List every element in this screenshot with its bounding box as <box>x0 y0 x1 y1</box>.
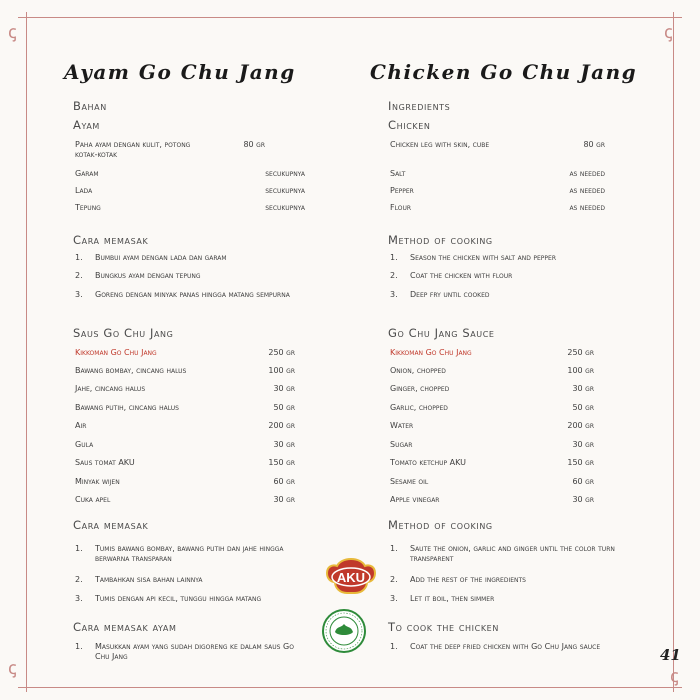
page-number: 41 <box>660 646 681 664</box>
subheading-ayam: Ayam <box>73 118 100 132</box>
section-heading-method: Cara memasak <box>73 233 149 247</box>
frame-flourish-top-right: ꞔ <box>664 22 673 43</box>
section-heading-method-sauce: Cara memasak <box>73 518 149 532</box>
frame-border-right <box>673 12 674 692</box>
section-heading-cook-chicken: To cook the chicken <box>388 620 499 634</box>
frame-border-left <box>26 12 27 692</box>
section-heading-ingredients: Ingredients <box>388 99 451 113</box>
section-heading-method-sauce: Method of cooking <box>388 518 493 532</box>
section-heading-method: Method of cooking <box>388 233 493 247</box>
frame-flourish-bottom-left: ꞔ <box>8 658 17 679</box>
section-heading-cook-chicken: Cara memasak ayam <box>73 620 177 634</box>
section-heading-sauce: Go Chu Jang Sauce <box>388 326 495 340</box>
aku-logo-text: AKU <box>336 570 366 585</box>
frame-border-top <box>18 17 682 18</box>
frame-flourish-bottom-right: ꞔ <box>670 666 679 687</box>
frame-border-bottom <box>18 687 682 688</box>
aku-brand-logo <box>324 555 378 599</box>
subheading-chicken: Chicken <box>388 118 431 132</box>
section-heading-bahan: Bahan <box>73 99 107 113</box>
recipe-title: Chicken Go Chu Jang <box>370 60 638 84</box>
halal-seal-logo <box>321 608 367 654</box>
section-heading-sauce: Saus Go Chu Jang <box>73 326 174 340</box>
recipe-title: Ayam Go Chu Jang <box>64 60 296 84</box>
frame-flourish-top-left: ꞔ <box>8 22 17 43</box>
